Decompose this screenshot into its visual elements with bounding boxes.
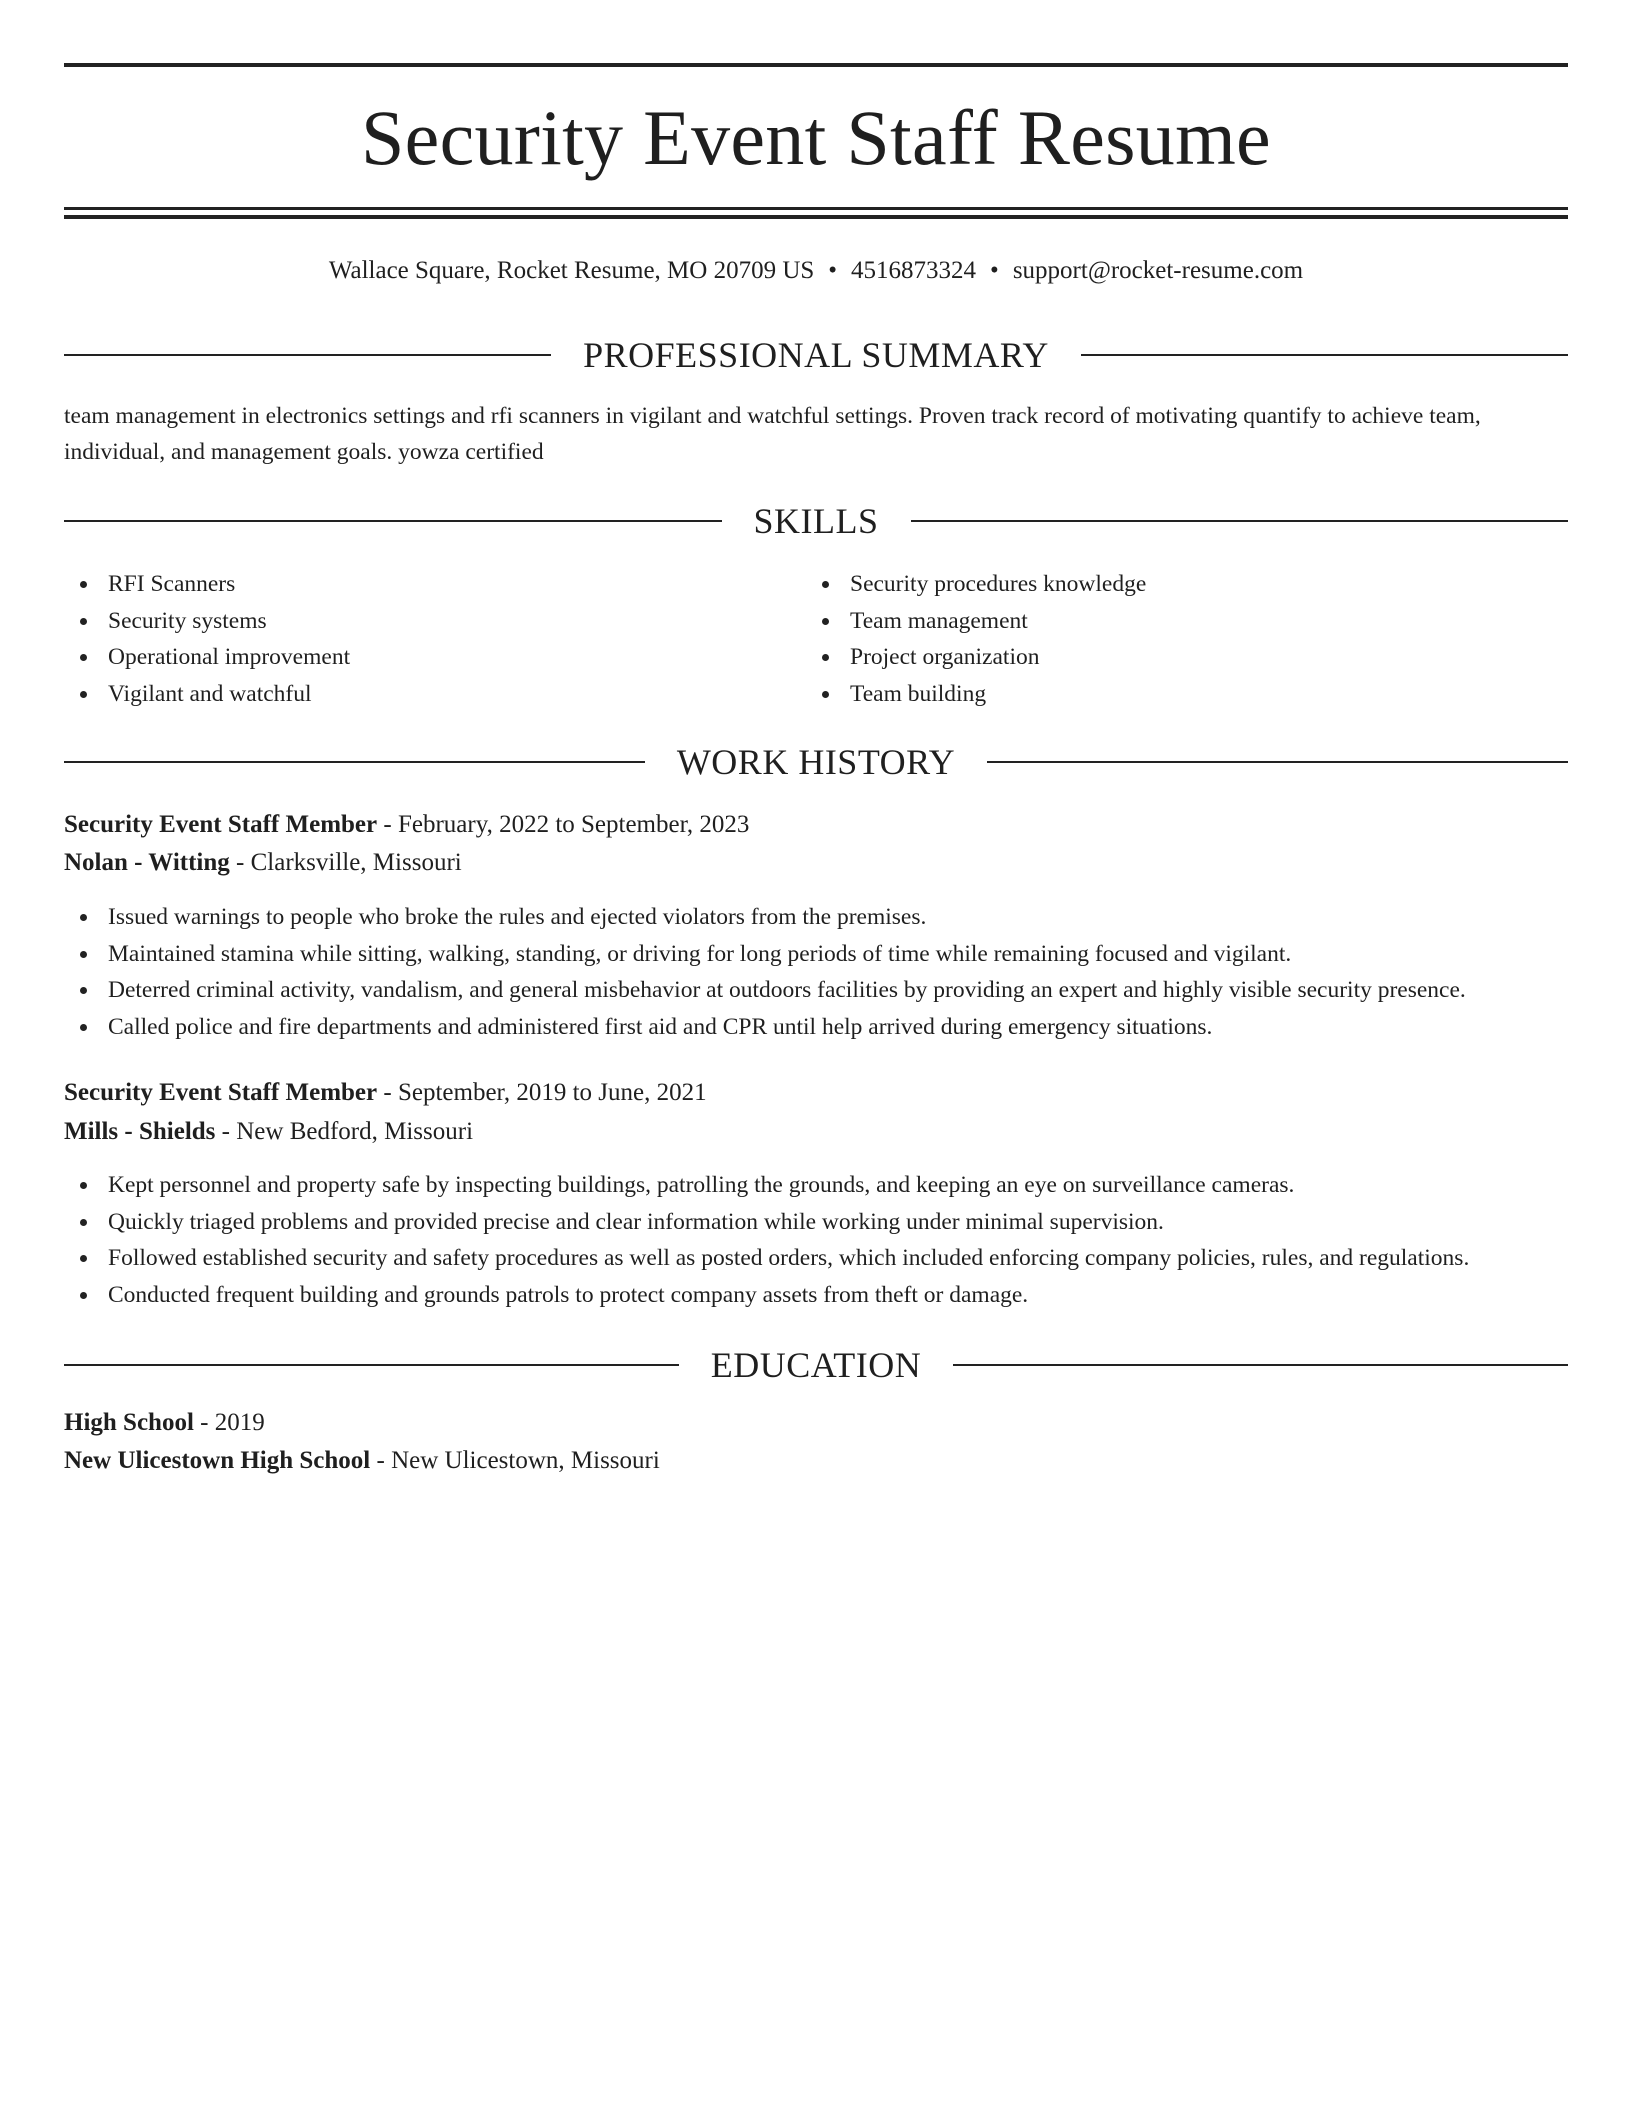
job-role: Security Event Staff Member — [64, 811, 378, 838]
job-employer: Nolan - Witting — [64, 849, 230, 876]
skill-item: Team building — [806, 676, 1506, 713]
education-degree-line — [64, 1404, 1568, 1442]
job-dates: - September, 2019 to June, 2021 — [377, 1079, 707, 1106]
heading-rule-right — [911, 520, 1569, 522]
job-employer-line — [64, 844, 1568, 882]
skill-item: Vigilant and watchful — [64, 676, 764, 713]
job-role: Security Event Staff Member — [64, 1079, 378, 1106]
heading-rule-right — [1081, 354, 1568, 356]
resume-title: Security Event Staff Resume — [361, 94, 1271, 181]
education-school: New Ulicestown High School — [64, 1447, 371, 1474]
work-heading — [64, 738, 1568, 786]
skills-heading-label: SKILLS — [753, 501, 879, 541]
job-duty-item: Kept personnel and property safe by inspecting buildings, patrolling the grounds, and keeping an eye on surveillance cameras. — [64, 1167, 1568, 1204]
skill-item: Team management — [806, 603, 1506, 640]
contact-email: support@rocket-resume.com — [1012, 257, 1304, 284]
job-duty-item: Maintained stamina while sitting, walking, standing, or driving for long periods of time while remaining focused and vigilant. — [64, 936, 1568, 973]
heading-rule-left — [64, 761, 645, 763]
heading-rule-left — [64, 520, 722, 522]
job-duties — [64, 1167, 1568, 1313]
skills-right-column — [806, 566, 1506, 712]
education-heading — [64, 1341, 1568, 1389]
heading-rule-right — [953, 1364, 1568, 1366]
job-location: - Clarksville, Missouri — [229, 849, 462, 876]
contact-separator: • — [828, 257, 838, 284]
contact-separator: • — [990, 257, 999, 284]
contact-phone: 4516873324 — [851, 257, 977, 284]
education-location: - New Ulicestown, Missouri — [370, 1447, 660, 1474]
job-employer: Mills - Shields — [64, 1118, 216, 1145]
contact-address: Wallace Square, Rocket Resume, MO 20709 US — [328, 257, 815, 284]
job-title-line — [64, 806, 1568, 844]
heading-rule-right — [987, 761, 1568, 763]
skills-left-column — [64, 566, 764, 712]
contact-line — [64, 254, 1568, 288]
education-school-line — [64, 1442, 1568, 1480]
title-rule-lower — [64, 215, 1568, 219]
job-duty-item: Quickly triaged problems and provided precise and clear information while working under minimal supervision. — [64, 1204, 1568, 1241]
skill-item: Project organization — [806, 639, 1506, 676]
skill-item: Security systems — [64, 603, 764, 640]
title-rule-upper — [64, 207, 1568, 210]
summary-heading-label: PROFESSIONAL SUMMARY — [583, 335, 1049, 375]
job-duty-item: Followed established security and safety procedures as well as posted orders, which included enforcing company policies, rules, and regulations. — [64, 1240, 1568, 1277]
job-duty-item: Conducted frequent building and grounds patrols to protect company assets from theft or damage. — [64, 1277, 1568, 1314]
education-year: - 2019 — [193, 1409, 265, 1436]
job-duty-item: Deterred criminal activity, vandalism, and general misbehavior at outdoors facilities by providing an expert and highly visible security presence. — [64, 972, 1568, 1009]
summary-text: team management in electronics settings and rfi scanners in vigilant and watchful settings. Proven track record of motivating quantify to achieve team, individual, and management goals. yowza certified — [64, 403, 1481, 465]
skill-item: Operational improvement — [64, 639, 764, 676]
education-degree: High School — [64, 1409, 194, 1436]
heading-rule-left — [64, 354, 551, 356]
job-employer-line — [64, 1113, 1568, 1151]
education-heading-label: EDUCATION — [710, 1345, 922, 1385]
work-heading-label: WORK HISTORY — [676, 742, 956, 782]
summary-heading — [64, 331, 1568, 379]
skills-heading — [64, 497, 1568, 545]
job-location: - New Bedford, Missouri — [215, 1118, 474, 1145]
skill-item: Security procedures knowledge — [806, 566, 1506, 603]
job-title-line — [64, 1074, 1568, 1112]
skill-item: RFI Scanners — [64, 566, 764, 603]
job-duties — [64, 899, 1568, 1045]
heading-rule-left — [64, 1364, 679, 1366]
job-dates: - February, 2022 to September, 2023 — [377, 811, 750, 838]
job-duty-item: Issued warnings to people who broke the rules and ejected violators from the premises. — [64, 899, 1568, 936]
job-duty-item: Called police and fire departments and administered first aid and CPR until help arrived during emergency situations. — [64, 1009, 1568, 1046]
top-rule — [64, 63, 1568, 67]
